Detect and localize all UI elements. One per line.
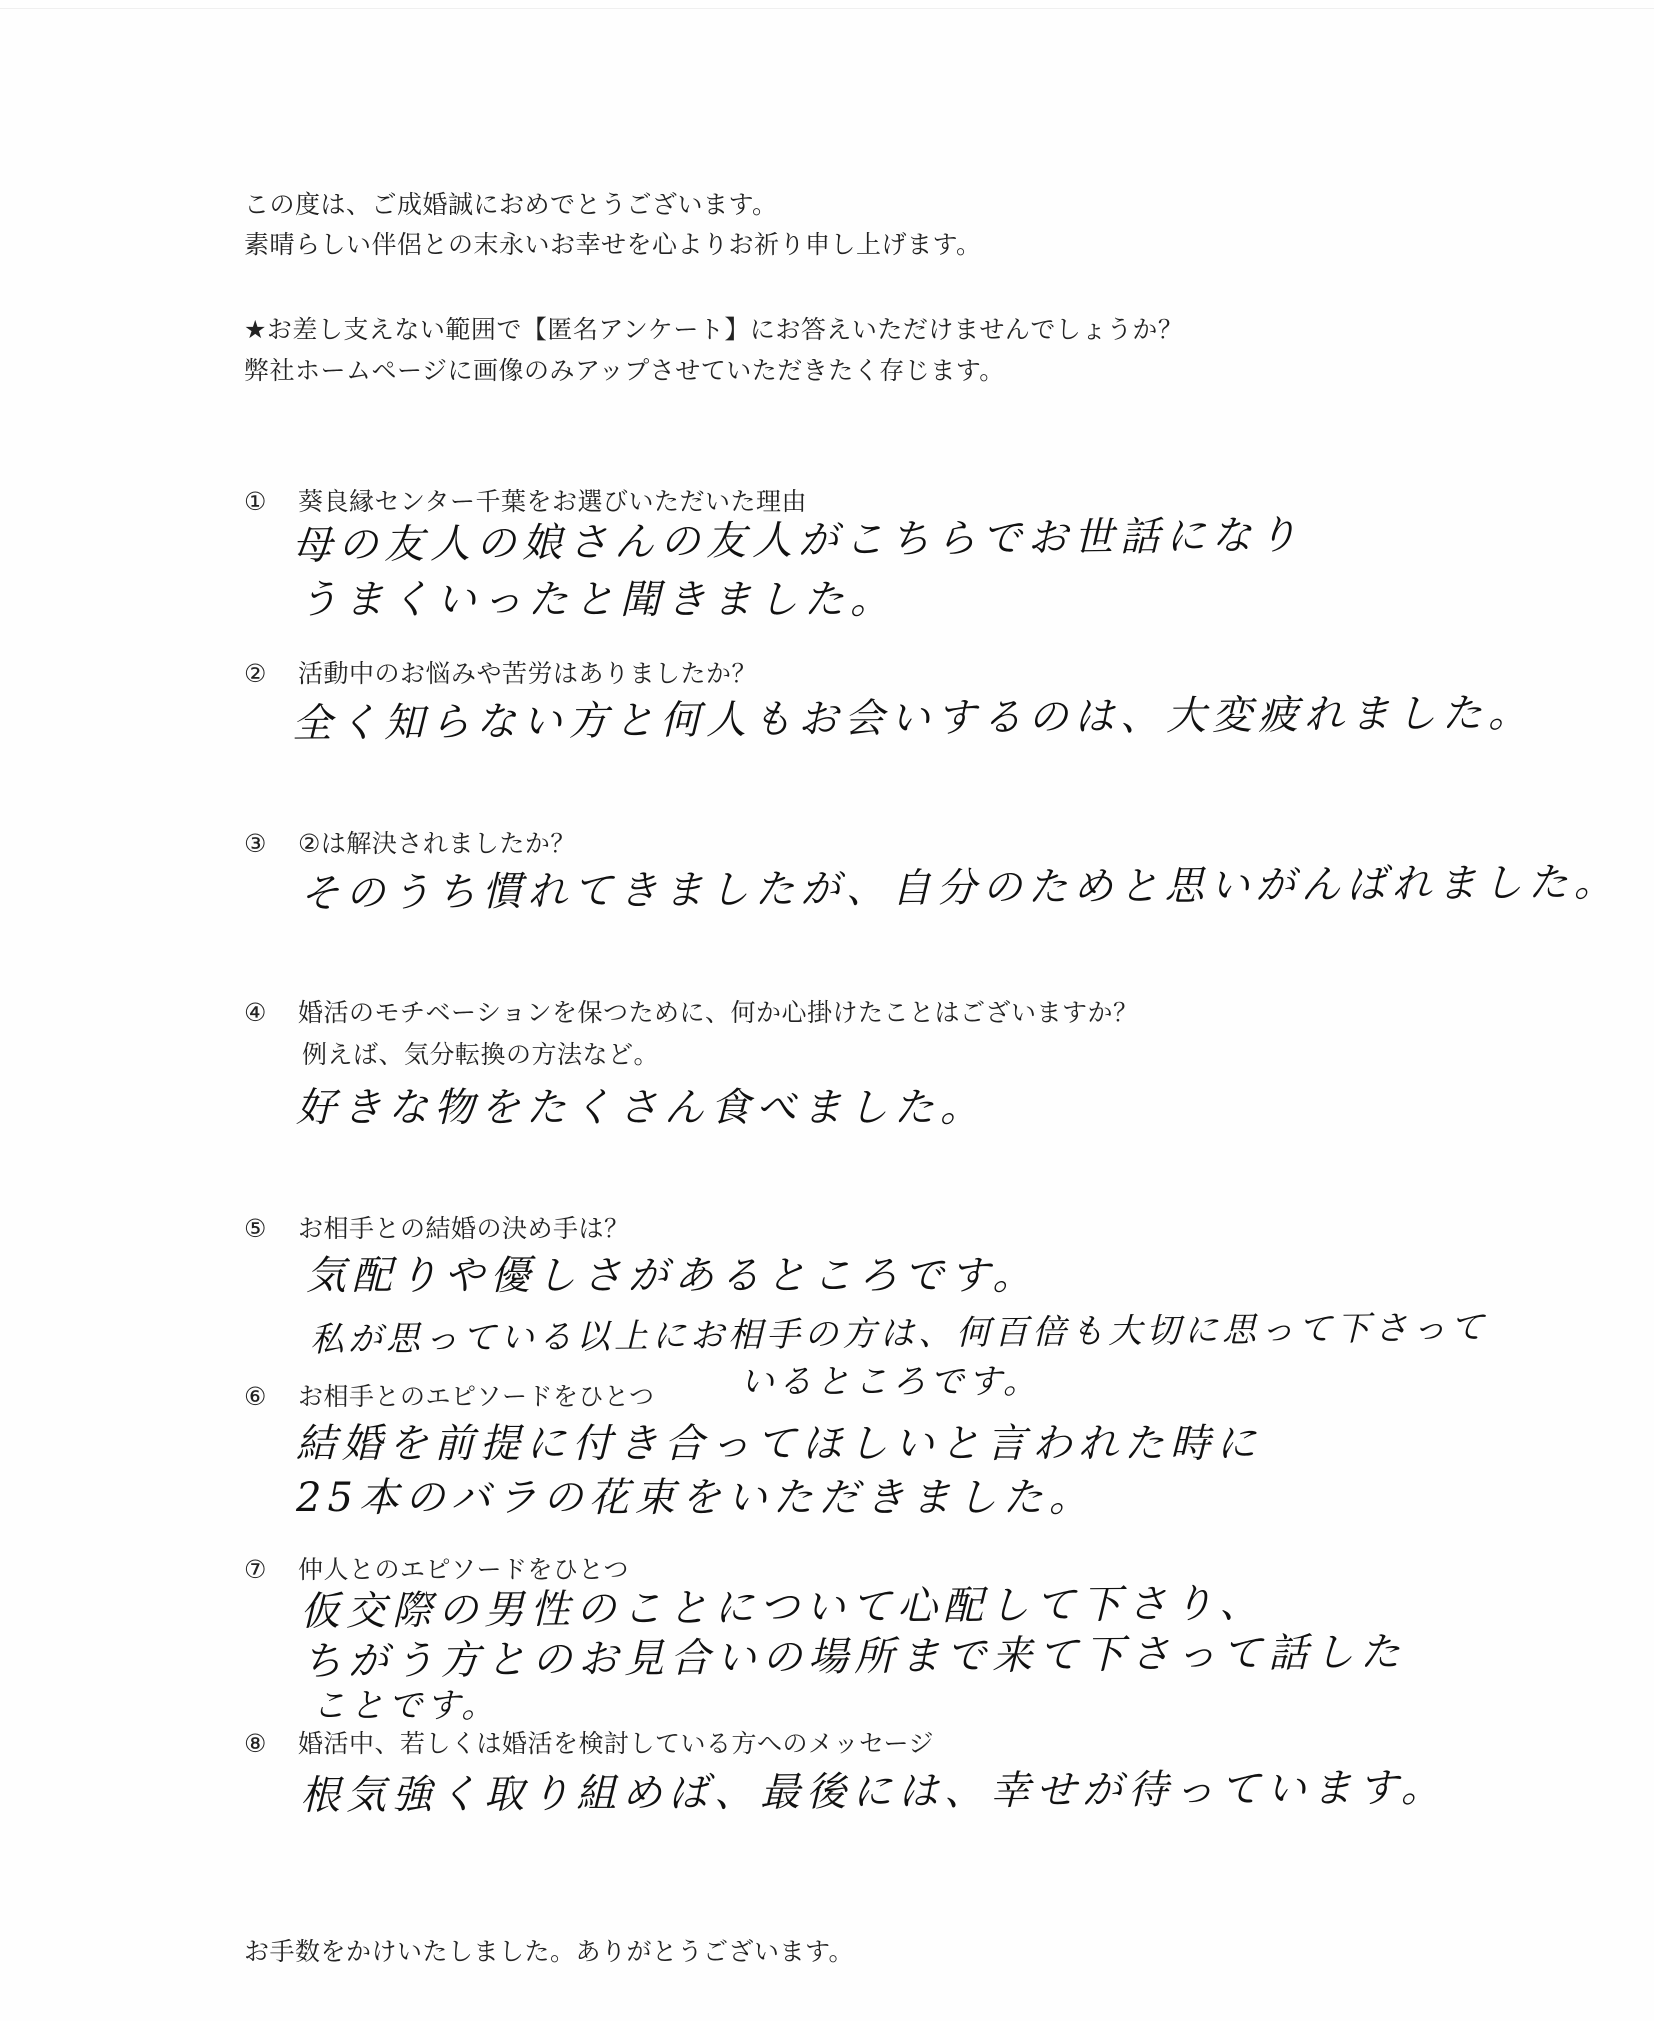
answer-3-line-1: そのうち慣れてきましたが、自分のためと思いがんばれました。 xyxy=(299,859,1620,917)
question-number: ⑤ xyxy=(244,1214,267,1243)
question-4-subtext: 例えば、気分転換の方法など。 xyxy=(302,1040,660,1069)
question-text: 葵良縁センター千葉をお選びいただいた理由 xyxy=(298,487,808,516)
answer-5-line-2: 私が思っている以上にお相手の方は、何百倍も大切に思って下さって xyxy=(309,1307,1489,1360)
question-text: 活動中のお悩みや苦労はありましたか？ xyxy=(298,659,758,688)
question-number: ⑦ xyxy=(244,1555,267,1584)
question-number: ④ xyxy=(244,998,267,1027)
question-text: 仲人とのエピソードをひとつ xyxy=(298,1555,630,1584)
answer-6-line-2: 25本のバラの花束をいただきました。 xyxy=(296,1475,1095,1521)
question-number: ⑧ xyxy=(244,1729,267,1758)
question-text: 婚活中、若しくは婚活を検討している方へのメッセージ xyxy=(298,1729,935,1758)
question-6 xyxy=(244,1380,655,1414)
answer-2-line-1: 全く知らない方と何人もお会いするのは、大変疲れました。 xyxy=(291,690,1535,747)
intro-line-4: 弊社ホームページに画像のみアップさせていただきたく存じます。 xyxy=(244,356,1005,385)
question-text: ②は解決されましたか？ xyxy=(298,829,576,858)
question-number: ③ xyxy=(244,829,267,858)
question-number: ⑥ xyxy=(244,1382,267,1411)
question-3 xyxy=(244,827,576,861)
question-4 xyxy=(244,996,1139,1030)
question-2 xyxy=(244,657,757,691)
answer-4-line-1: 好きな物をたくさん食べました。 xyxy=(296,1085,986,1131)
intro-line-3: ★お差し支えない範囲で【匿名アンケート】にお答えいただけませんでしょうか？ xyxy=(244,315,1184,344)
answer-7-line-1: 仮交際の男性のことについて心配して下さり、 xyxy=(299,1580,1266,1635)
question-text: 婚活のモチベーションを保つために、何か心掛けたことはございますか？ xyxy=(298,998,1139,1027)
question-8 xyxy=(244,1727,934,1761)
question-7 xyxy=(244,1553,629,1587)
answer-7-line-3: ことです。 xyxy=(312,1686,500,1726)
question-5 xyxy=(244,1212,630,1246)
question-text: お相手とのエピソードをひとつ xyxy=(298,1382,655,1411)
intro-line-2: 素晴らしい伴侶との末永いお幸せを心よりお祈り申し上げます。 xyxy=(244,230,982,259)
question-number: ① xyxy=(244,487,267,516)
answer-6-line-1: 結婚を前提に付き合ってほしいと言われた時に xyxy=(296,1421,1262,1467)
answer-8-line-1: 根気強く取り組めば、最後には、幸せが待っています。 xyxy=(299,1764,1447,1819)
answer-5-line-1: 気配りや優しさがあるところです。 xyxy=(306,1253,1039,1299)
scan-edge-line xyxy=(0,8,1654,9)
intro-line-1: この度は、ご成婚誠におめでとうございます。 xyxy=(244,190,778,219)
answer-7-line-2: ちがう方とのお見合いの場所まで来て下さって話した xyxy=(301,1629,1407,1685)
answer-1-line-1: 母の友人の娘さんの友人がこちらでお世話になり xyxy=(291,512,1304,569)
answer-1-line-2: うまくいったと聞きました。 xyxy=(298,577,896,623)
answer-5-line-3: いるところです。 xyxy=(740,1362,1041,1402)
question-number: ② xyxy=(244,659,267,688)
question-text: お相手との結婚の決め手は？ xyxy=(298,1214,630,1243)
question-1 xyxy=(244,485,807,519)
closing-text: お手数をかけいたしました。ありがとうございます。 xyxy=(244,1937,855,1966)
